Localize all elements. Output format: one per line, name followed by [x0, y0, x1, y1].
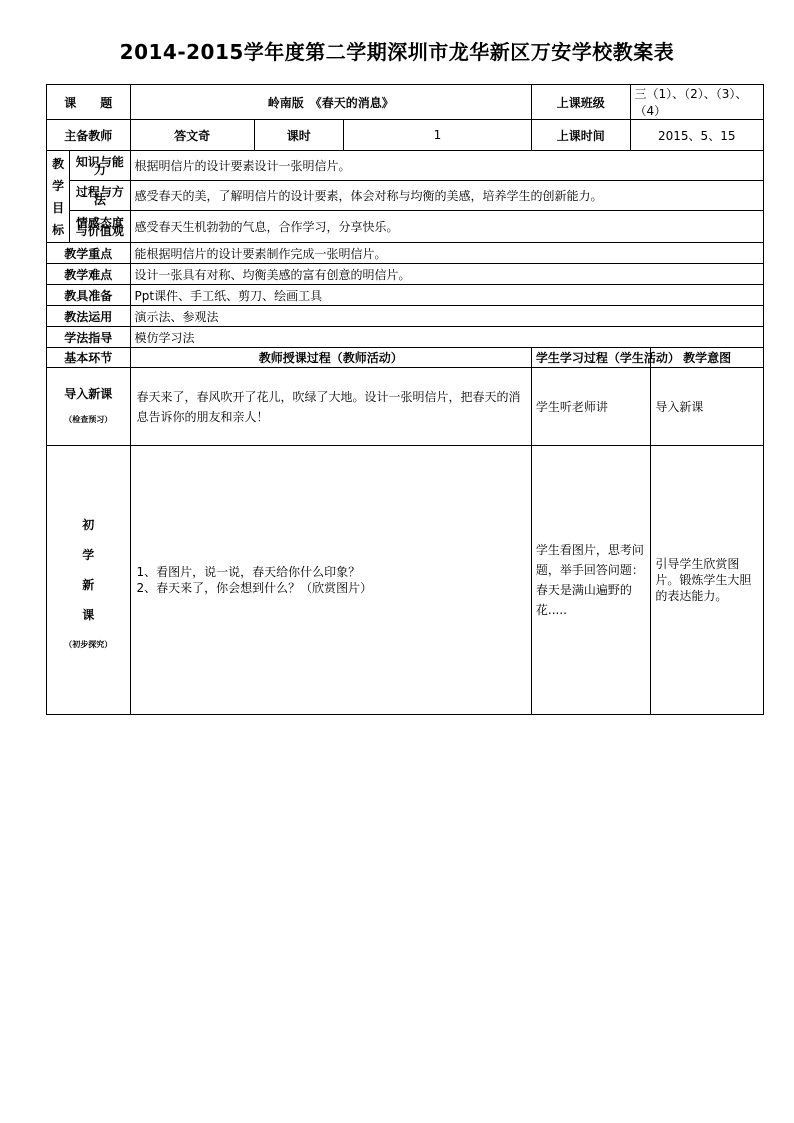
info-text: Ppt课件、手工纸、剪刀、绘画工具 — [130, 285, 763, 306]
period-label: 课时 — [254, 120, 343, 151]
teacher-activity: 春天来了，春风吹开了花儿，吹绿了大地。设计一张明信片，把春天的消息告诉你的朋友和亲人！ — [130, 368, 531, 446]
stage-name-cell — [47, 446, 131, 715]
activity-line: 1、看图片，说一说，春天给你什么印象？ — [136, 565, 361, 579]
teacher-value: 答文奇 — [130, 120, 254, 151]
teacher-activity — [130, 446, 531, 715]
goals-label-char: 标 — [52, 222, 65, 237]
stage-row — [47, 368, 764, 446]
goal-label: 情感态度与价值观 — [70, 211, 130, 243]
lesson-plan-table — [46, 84, 764, 715]
info-label: 教法运用 — [47, 306, 131, 327]
time-label: 上课时间 — [531, 120, 630, 151]
info-row — [47, 306, 764, 327]
info-row — [47, 327, 764, 348]
class-value: 三（1）、（2）、（3）、（4） — [630, 85, 764, 120]
stage-name-cell — [47, 368, 131, 446]
activity-line: 2、春天来了，你会想到什么？（欣赏图片） — [136, 581, 373, 595]
info-text: 能根据明信片的设计要素制作完成一张明信片。 — [130, 243, 763, 264]
goals-label-char: 教 — [52, 156, 65, 171]
info-text: 设计一张具有对称、均衡美感的富有创意的明信片。 — [130, 264, 763, 285]
stage-subtitle: （初步探究） — [64, 640, 113, 649]
teacher-label: 主备教师 — [47, 120, 131, 151]
info-text: 演示法、参观法 — [130, 306, 763, 327]
teaching-intent: 导入新课 — [651, 368, 764, 446]
stage-row — [47, 446, 764, 715]
stage-header: 基本环节 — [47, 348, 131, 368]
goal-text: 感受春天的美，了解明信片的设计要素，体会对称与均衡的美感，培养学生的创新能力。 — [130, 181, 763, 211]
period-value: 1 — [343, 120, 531, 151]
teaching-intent: 引导学生欣赏图片。锻炼学生大胆的表达能力。 — [651, 446, 764, 715]
goal-text: 根据明信片的设计要素设计一张明信片。 — [130, 151, 763, 181]
info-label: 教学重点 — [47, 243, 131, 264]
student-activity: 学生看图片，思考问题，举手回答问题：春天是满山遍野的花..... — [531, 446, 650, 715]
info-row — [47, 285, 764, 306]
stage-name-char: 课 — [82, 608, 95, 622]
info-label: 学法指导 — [47, 327, 131, 348]
student-activity-header: 学生学习过程（学生活动） — [531, 348, 650, 368]
info-row — [47, 264, 764, 285]
goal-row — [47, 211, 764, 243]
goals-label-char: 目 — [52, 200, 65, 215]
info-label: 教学难点 — [47, 264, 131, 285]
class-label: 上课班级 — [531, 85, 630, 120]
info-label: 教具准备 — [47, 285, 131, 306]
goal-row — [47, 151, 764, 181]
student-activity: 学生听老师讲 — [531, 368, 650, 446]
goal-row — [47, 181, 764, 211]
goal-text: 感受春天生机勃勃的气息，合作学习，分享快乐。 — [130, 211, 763, 243]
stage-subtitle: （检查预习） — [64, 414, 113, 424]
info-row — [47, 243, 764, 264]
goals-label-char: 学 — [52, 178, 65, 193]
topic-value: 岭南版 《春天的消息》 — [130, 85, 531, 120]
time-value: 2015、5、15 — [630, 120, 764, 151]
page-title: 2014-2015学年度第二学期深圳市龙华新区万安学校教案表 — [119, 40, 675, 64]
stage-name: 导入新课 — [64, 386, 113, 401]
teacher-activity-header: 教师授课过程（教师活动） — [130, 348, 531, 368]
stage-name-char: 初 — [82, 518, 95, 532]
process-header-row — [47, 348, 764, 368]
stage-name-char: 新 — [82, 578, 95, 592]
info-text: 模仿学习法 — [130, 327, 763, 348]
teacher-row — [47, 120, 764, 151]
goal-label: 知识与能力 — [70, 151, 130, 181]
stage-name-char: 学 — [82, 548, 95, 562]
intent-header: 教学意图 — [651, 348, 764, 368]
goal-label: 过程与方法 — [70, 181, 130, 211]
topic-row — [47, 85, 764, 120]
topic-label: 课 题 — [47, 85, 131, 120]
goals-label — [47, 151, 70, 243]
